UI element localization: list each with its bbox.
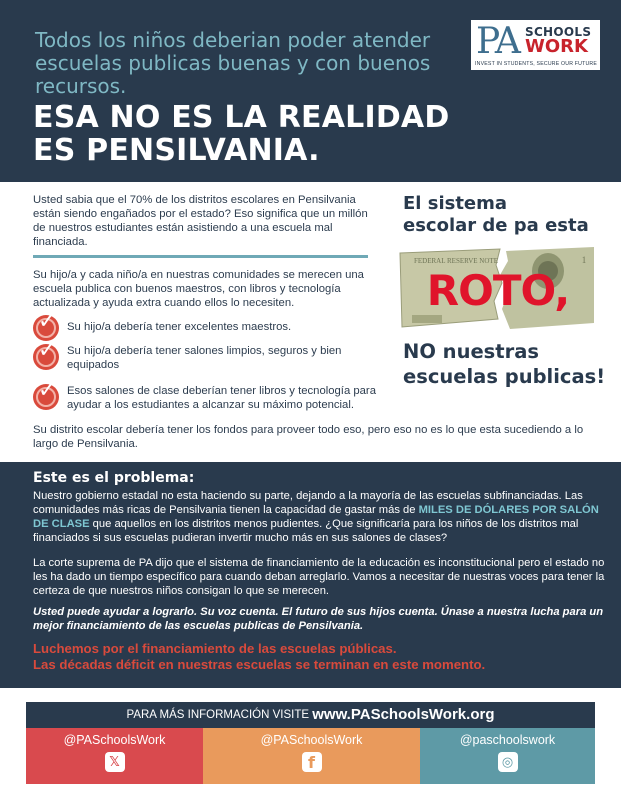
check-item [33,378,412,412]
closing-paragraph: Su distrito escolar debería tener los fondos para proveer todo eso, pero eso no es lo que esta sucediendo a lo largo de Pensilvania. [33,424,584,450]
instagram-icon[interactable]: ◎ [498,752,518,772]
intro-paragraph: Usted sabia que el 70% de los distritos escolares en Pensilvania están siendo engañados por el estado? Eso significa que un millón de nuestros estudiantes están asistiendo a una escuela mal financiada. [33,194,368,248]
logo-schools: SCHOOLS [525,25,592,39]
check-item [33,309,292,341]
social-facebook[interactable] [203,728,420,784]
checkmark-icon: ✓ [33,384,59,410]
website-link[interactable]: www.PASchoolsWork.org [312,706,495,723]
facebook-icon[interactable]: f [302,752,322,772]
pa-schools-work-logo [471,20,600,70]
divider [33,255,368,258]
logo-pa: PA [476,21,519,62]
logo-work: WORK [525,36,588,57]
call-to-action: Usted puede ayudar a lograrlo. Su voz cuenta. El futuro de sus hijos cuenta. Únase a nuestra lucha para un mejor financiamiento de las escuelas publicas de Pensilvania. [33,606,604,632]
checkmark-icon: ✓ [33,344,59,370]
check-text: Su hijo/a debería tener salones limpios, seguros y bien equipados [67,345,342,371]
checkmark-icon: ✓ [33,315,59,341]
headline [33,101,449,167]
headline-line-1: ESA NO ES LA REALIDAD [33,100,450,135]
logo-tagline: INVEST IN STUDENTS, SECURE OUR FUTURE [475,61,598,67]
social-x[interactable] [26,728,203,784]
torn-dollar-image [398,243,598,335]
deserve-paragraph: Su hijo/a y cada niño/a en nuestras comunidades se merecen una escuela publica con buenos maestros, con libros y tecnología actualizada y ayuda extra cuando ellos lo necesiten. [33,269,364,309]
svg-text:1: 1 [581,255,587,265]
check-item [33,338,367,372]
social-handle[interactable]: @PASchoolsWork [63,733,166,747]
svg-text:FEDERAL RESERVE NOTE: FEDERAL RESERVE NOTE [414,257,498,265]
social-handle[interactable]: @paschoolswork [459,733,556,747]
broken-system-heading: El sistema escolar de pa esta [403,193,589,236]
check-text: Su hijo/a debería tener excelentes maestros. [67,321,292,333]
not-our-schools-heading: NO nuestras escuelas publicas! [403,340,606,388]
problem-title: Este es el problema: [33,470,195,486]
x-icon[interactable]: 𝕏 [105,752,125,772]
problem-paragraph-2: La corte suprema de PA dijo que el sistema de financiamiento de la educación es inconstitucional pero el estado no les ha dado un tiempo específico para cuando deban arreglarlo. Vamos a necesitar de nuestras voces para tener la certeza de que nuestros niños consigan lo que se merecen. [33,557,605,597]
more-info-label: PARA MÁS INFORMACIÓN VISITE [126,709,313,721]
more-info-bar [26,702,595,728]
highlight-thousands: MILES DE DÓLARES POR SALÓN DE CLASE [33,504,599,530]
social-instagram[interactable] [420,728,595,784]
check-text: Esos salones de clase deberían tener libros y tecnología para ayudar a los estudiantes a alcanzar su máximo potencial. [67,385,376,411]
roto-text: ROTO, [426,266,570,315]
headline-line-2: ES PENSILVANIA. [33,133,320,168]
problem-paragraph-1: Nuestro gobierno estadal no esta haciendo su parte, dejando a la mayoría de las escuelas subfinanciadas. Las comunidades más ricas de Pensilvania tienen la capacidad de gastar más de MILES DE DÓLARES POR SALÓN DE CLASE que aquellos en los distritos menos pudientes. ¿Que significaría para los niños de los distritos mal financiados si sus escuelas pudieran invertir mucho más en sus salones de clases? [33,490,599,544]
social-handle[interactable]: @PASchoolsWork [260,733,363,747]
tagline: Todos los niños deberian poder atender escuelas publicas buenas y con buenos recursos. [35,28,431,98]
rally-text: Luchemos por el financiamiento de las escuelas públicas. Las décadas déficit en nuestras escuelas se terminan en este momento. [33,641,486,672]
